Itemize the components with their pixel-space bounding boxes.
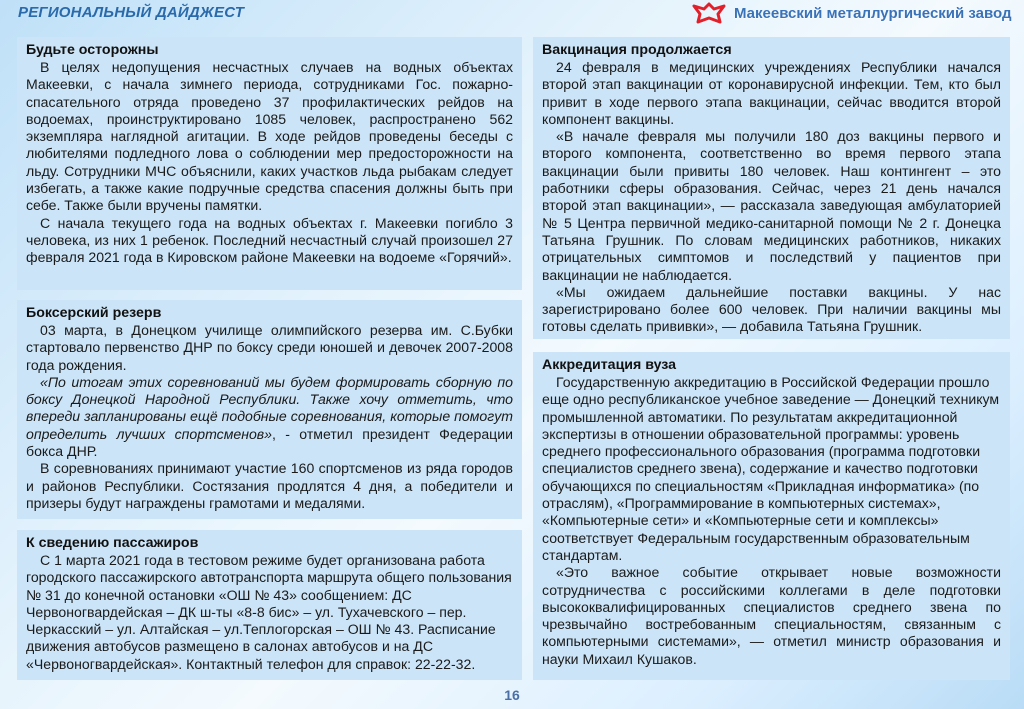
article-paragraph: 03 марта, в Донецком училище олимпийского резерва им. С.Бубки стартовало первенство ДНР по боксу среди юношей и девочек 2007-2008 года рождения. xyxy=(26,322,513,373)
article-title: Аккредитация вуза xyxy=(542,357,677,373)
quote-attribution: , - отметил президент Федерации бокса ДНР. xyxy=(26,425,513,460)
article-paragraph: «Это важное событие открывает новые возможности сотрудничества с российскими коллегами в деле подготовки высококвалифицированных специалистов среднего звена по чрезвычайно востребованным специальностям, связанным с компьютерными системами», — отметил министр образования и науки Михаил Кушаков. xyxy=(542,564,1001,667)
article-accreditation xyxy=(533,352,1010,680)
article-title: Будьте осторожны xyxy=(26,42,159,58)
brand xyxy=(692,2,1012,24)
article-paragraph: С начала текущего года на водных объектах г. Макеевки погибло 3 человека, из них 1 ребенок. Последний несчастный случай произошел 27 февраля 2021 года в Кировском районе Макеевки на водоеме «Горячий». xyxy=(26,214,513,266)
article-paragraph: «В начале февраля мы получили 180 доз вакцины первого и второго компонента, соответственно во время первого этапа вакцинации были привиты 180 человек. Наш контингент – это работники сферы образования. Сейчас, через 21 день начался второй этап вакцинации», — рассказала заведующая амбулаторией № 5 Центра первичной медико-санитарной помощи № 2 г. Донецка Татьяна Грушник. По словам медицинских работников, никаких отрицательных симптомов и последствий у пациентов при вакцинации не наблюдается. xyxy=(542,128,1001,283)
article-boxing xyxy=(17,300,522,519)
article-title: Вакцинация продолжается xyxy=(542,42,732,58)
star-logo-icon xyxy=(692,2,726,24)
article-caution xyxy=(17,37,522,290)
article-paragraph: Государственную аккредитацию в Российской Федерации прошло еще одно республиканское учебное заведение — Донецкий техникум промышленной автоматики. По результатам аккредитационной экспертизы в отношении образовательной программы: уровень среднего профессионального образования (программа подготовки специалистов среднего звена), содержание и качество подготовки обучающихся по специальностям «Прикладная информатика» (по отраслям), «Программирование в компьютерных системах», «Компьютерные сети» и «Компьютерные сети и комплексы» соответствует Федеральным государственным образовательным стандартам. xyxy=(542,374,1000,563)
article-paragraph: В целях недопущения несчастных случаев на водных объектах Макеевки, с начала зимнего периода, сотрудниками Гос. пожарно-спасательного отряда проведено 37 профилактических рейдов на водоемах, проинструктировано 1085 человек, распространено 562 экземпляра наглядной агитации. В ходе рейдов проведены беседы с любителями подледного лова о соблюдении мер предосторожности на льду. Сотрудники МЧС объяснили, каких участков льда рыбакам следует избегать, а также какие подручные средства спасения должны быть при себе. Также были вручены памятки. xyxy=(26,59,513,214)
brand-name: Макеевский металлургический завод xyxy=(734,4,1012,22)
section-title: РЕГИОНАЛЬНЫЙ ДАЙДЖЕСТ xyxy=(18,4,245,21)
article-vaccination xyxy=(533,37,1010,339)
article-quote-paragraph xyxy=(26,374,513,460)
article-paragraph: В соревнованиях принимают участие 160 спортсменов из ряда городов и районов Республики. Состязания продлятся 4 дня, а победители и призеры будут награждены грамотами и медалями. xyxy=(26,460,513,511)
article-paragraph: 24 февраля в медицинских учреждениях Республики начался второй этап вакцинации от коронавирусной инфекции. Тем, кто был привит в ходе первого этапа вакцинации, сейчас вводится второй компонент вакцины. xyxy=(542,59,1001,127)
article-paragraph: С 1 марта 2021 года в тестовом режиме будет организована работа городского пассажирского автотранспорта маршрута общего пользования № 31 до конечной остановки «ОШ № 43» сообщением: ДС Червоногвардейская – ДК ш-ты «8-8 бис» – ул. Тухачевского – пер. Черкасский – ул. Алтайская – ул.Теплогорская – ОШ № 43. Расписание движения автобусов размещено в салонах автобусов и на ДС «Червоногвардейская». Контактный телефон для справок: 22-22-32. xyxy=(26,552,512,672)
article-passengers xyxy=(17,530,522,680)
article-title: Боксерский резерв xyxy=(26,305,162,321)
article-quote: «По итогам этих соревнований мы будем формировать сборную по боксу Донецкой Народной Республики. Также хочу отметить, что впереди запланированы ещё подобные соревнования, которые помогут определить лучших спортсменов» xyxy=(26,373,513,442)
article-title: К сведению пассажиров xyxy=(26,535,199,551)
article-paragraph: «Мы ожидаем дальнейшие поставки вакцины. У нас зарегистрировано более 600 человек. При наличии вакцины мы готовы сделать прививки», — добавила Татьяна Грушник. xyxy=(542,283,1001,335)
page-number: 16 xyxy=(504,687,520,703)
